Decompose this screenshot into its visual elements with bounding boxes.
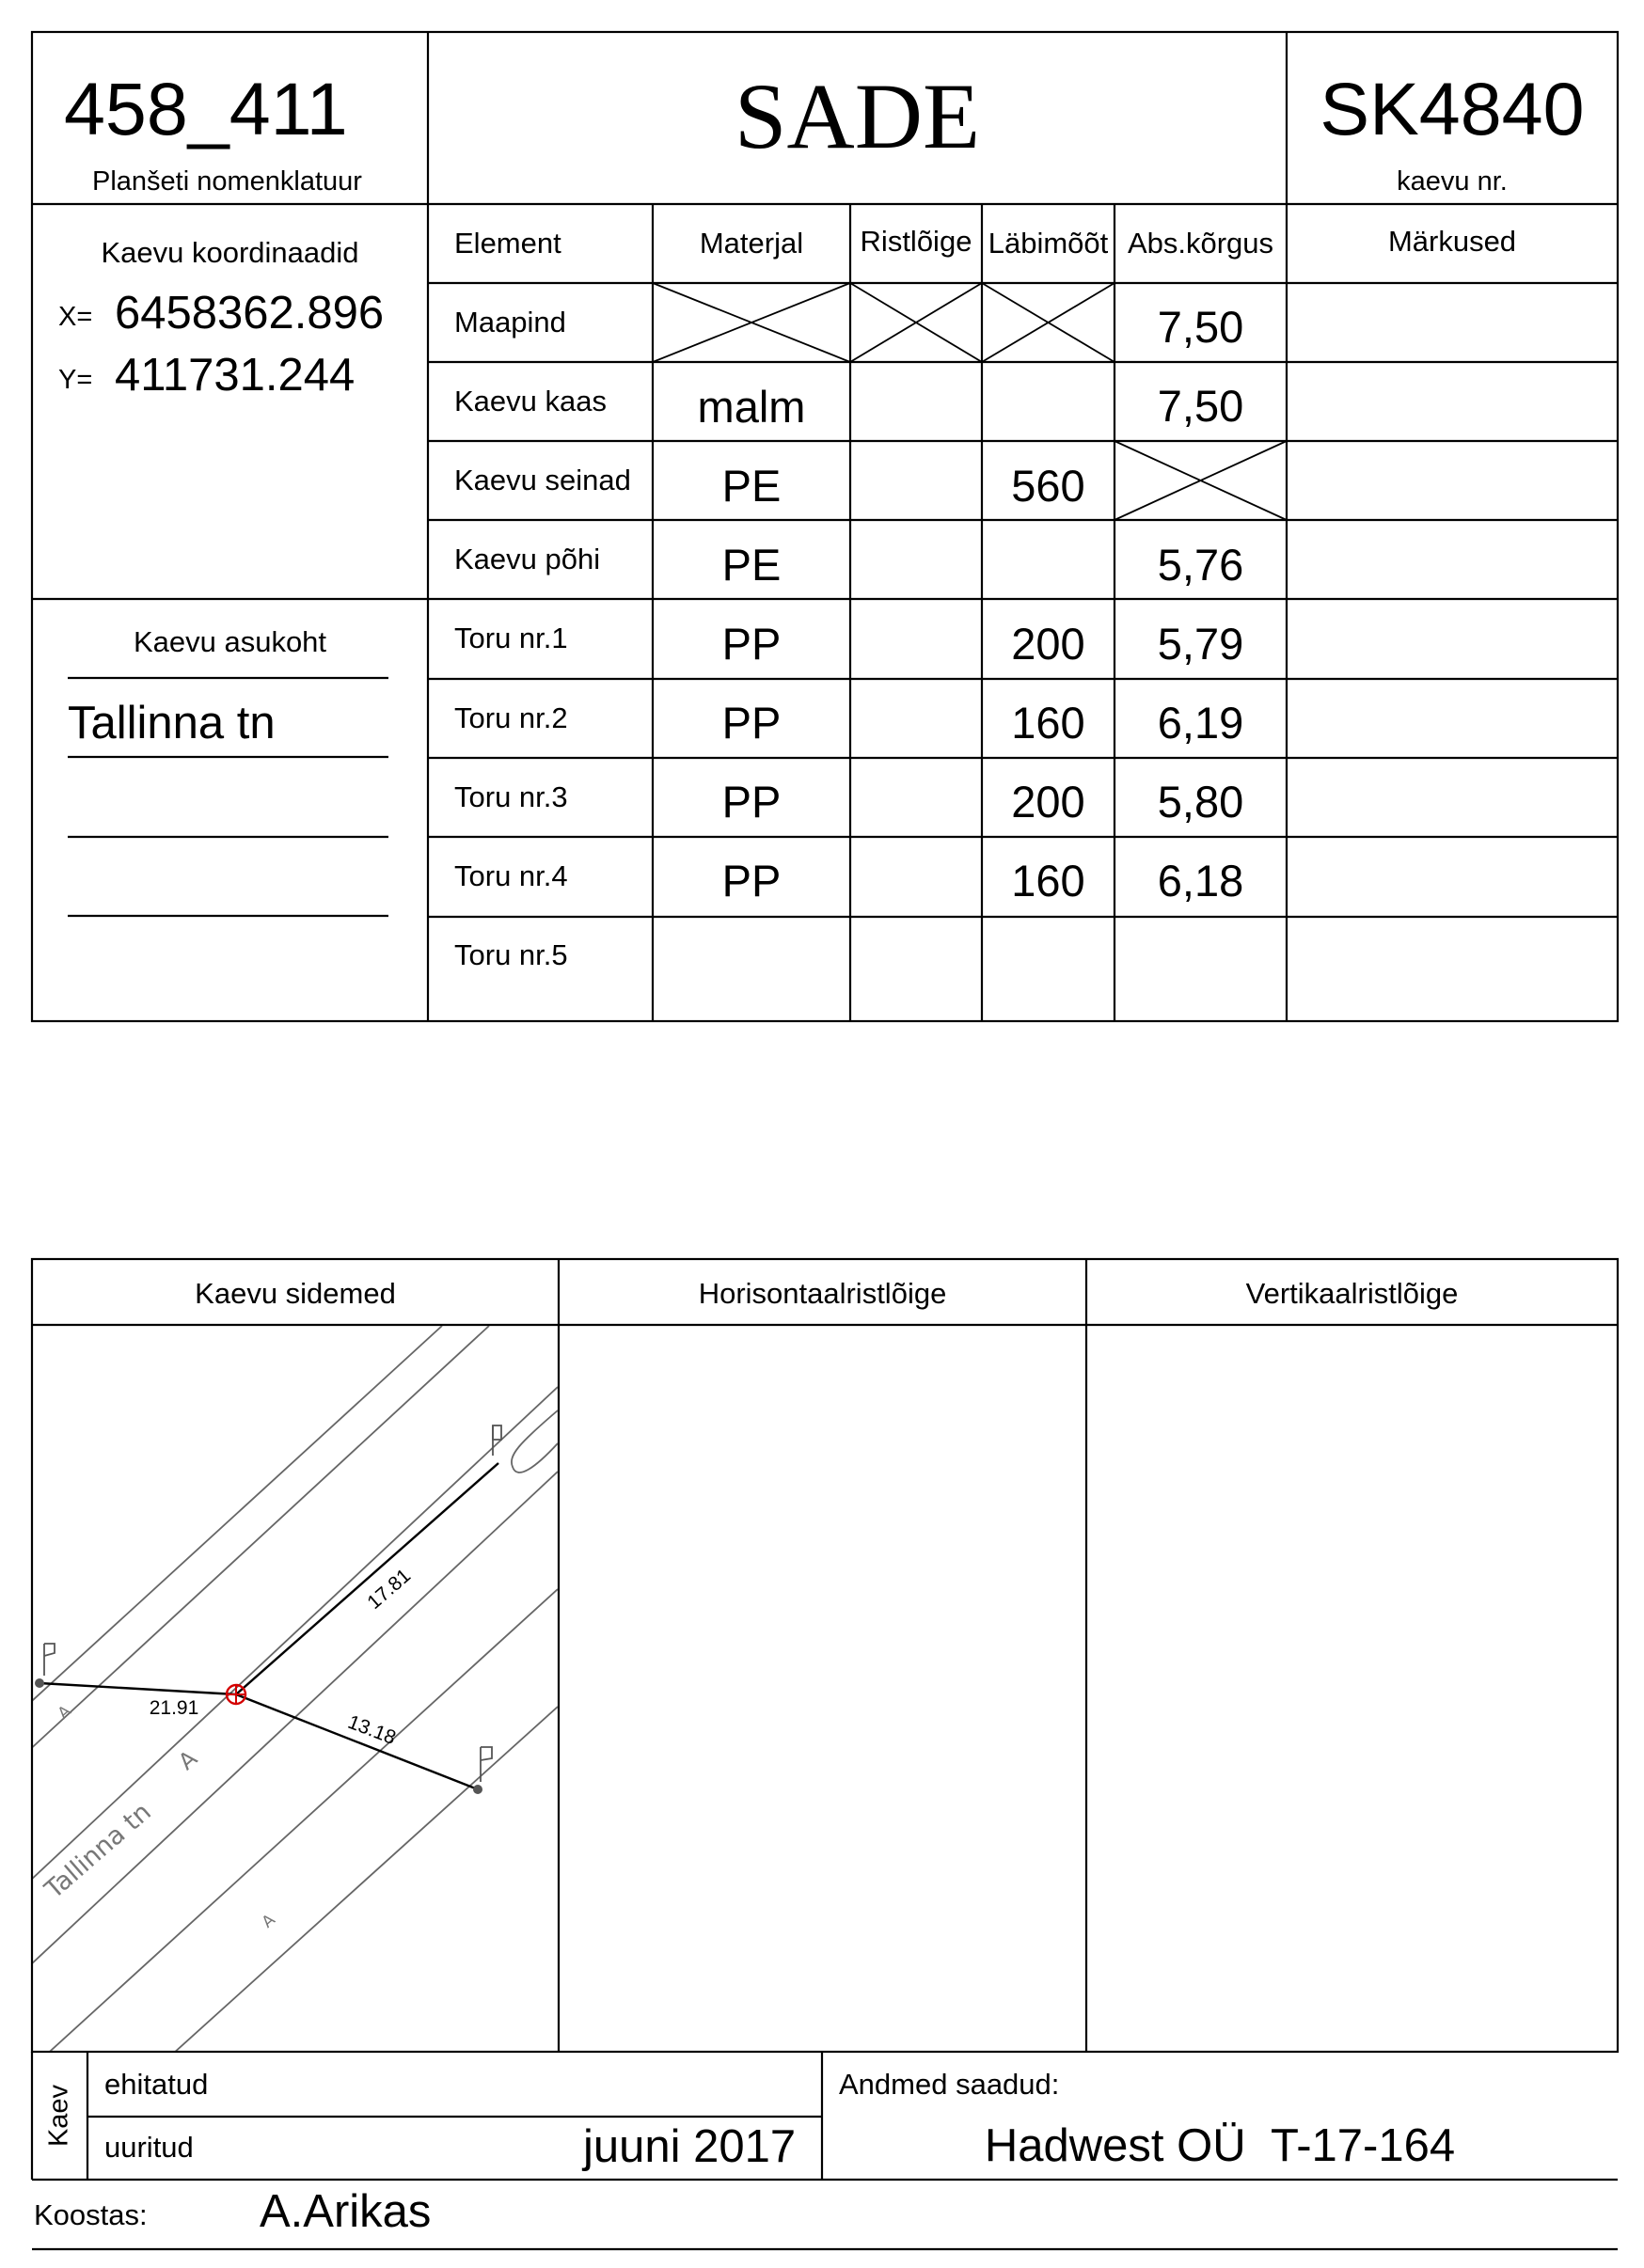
row-elevation: 7,50 bbox=[1157, 381, 1244, 431]
coordinates-label: Kaevu koordinaadid bbox=[101, 236, 359, 269]
row-elevation: 5,79 bbox=[1157, 619, 1244, 669]
row-material: PE bbox=[721, 540, 782, 590]
street-mark-2: A bbox=[173, 1745, 203, 1775]
row-diameter: 200 bbox=[1011, 619, 1085, 669]
x-coordinate-value: 6458362.896 bbox=[115, 288, 385, 339]
col-header-material: Materjal bbox=[699, 227, 804, 260]
row-material: PP bbox=[721, 777, 782, 827]
y-coordinate-value: 411731.244 bbox=[115, 350, 356, 401]
data-source-label: Andmed saadud: bbox=[839, 2068, 1060, 2101]
location-line-1: Tallinna tn bbox=[68, 698, 276, 748]
row-material: malm bbox=[697, 382, 806, 432]
col-header-notes: Märkused bbox=[1387, 225, 1517, 258]
row-elevation: 6,19 bbox=[1157, 698, 1244, 748]
row-material: PP bbox=[721, 698, 782, 748]
distance-label-3: 13.18 bbox=[344, 1710, 399, 1750]
row-material: PP bbox=[721, 619, 782, 669]
vertical-section-header: Vertikaalristlõige bbox=[1245, 1277, 1459, 1310]
row-diameter: 160 bbox=[1011, 698, 1085, 748]
row-element: Maapind bbox=[454, 306, 566, 339]
col-header-elevation: Abs.kõrgus bbox=[1127, 227, 1274, 260]
row-element: Toru nr.1 bbox=[454, 622, 568, 654]
well-ties-header: Kaevu sidemed bbox=[195, 1277, 396, 1310]
col-header-element: Element bbox=[454, 227, 561, 260]
row-element: Toru nr.4 bbox=[454, 859, 568, 892]
well-symbol bbox=[227, 1685, 245, 1704]
street-name-label: Tallinna tn bbox=[40, 1797, 157, 1905]
street-edges bbox=[0, 1326, 558, 2210]
row-material: PP bbox=[721, 856, 782, 906]
reference-flags bbox=[44, 1425, 501, 1782]
horizontal-section-header: Horisontaalristlõige bbox=[698, 1277, 947, 1310]
row-diameter: 160 bbox=[1011, 856, 1085, 906]
reference-points bbox=[35, 1678, 482, 1794]
row-elevation: 5,80 bbox=[1157, 777, 1244, 827]
compiled-label: Koostas: bbox=[34, 2198, 148, 2231]
distance-label-2: 21.91 bbox=[149, 1697, 199, 1719]
surveyed-label: uuritud bbox=[104, 2131, 194, 2164]
row-material: PE bbox=[721, 461, 782, 511]
nomenclature-value: 458_411 bbox=[64, 67, 348, 150]
row-diameter: 200 bbox=[1011, 777, 1085, 827]
col-header-diameter: Läbimõõt bbox=[988, 227, 1109, 260]
y-coordinate-label: Y= bbox=[58, 365, 93, 395]
well-number-value: SK4840 bbox=[1320, 67, 1585, 150]
document-title: SADE bbox=[734, 64, 981, 168]
row-elevation: 7,50 bbox=[1157, 302, 1244, 352]
row-elevation: 6,18 bbox=[1157, 856, 1244, 906]
distance-label-1: 17.81 bbox=[363, 1565, 416, 1614]
row-element: Kaevu kaas bbox=[454, 385, 607, 417]
row-element: Toru nr.5 bbox=[454, 938, 568, 971]
row-element: Toru nr.3 bbox=[454, 780, 568, 813]
well-vertical-label: Kaev bbox=[43, 2084, 74, 2148]
x-coordinate-label: X= bbox=[58, 302, 93, 332]
street-mark-3: A bbox=[258, 1910, 279, 1932]
location-label: Kaevu asukoht bbox=[133, 625, 327, 658]
row-element: Toru nr.2 bbox=[454, 701, 568, 734]
nomenclature-label: Planšeti nomenklatuur bbox=[92, 166, 362, 197]
row-diameter: 560 bbox=[1011, 461, 1085, 511]
row-element: Kaevu seinad bbox=[454, 464, 631, 496]
col-header-cross-section: Ristlõige bbox=[860, 225, 972, 258]
surveyed-value: juuni 2017 bbox=[583, 2121, 797, 2172]
row-element: Kaevu põhi bbox=[454, 543, 601, 575]
built-label: ehitatud bbox=[104, 2068, 209, 2101]
street-mark-1: A bbox=[54, 1701, 75, 1724]
row-elevation: 5,76 bbox=[1157, 540, 1244, 590]
well-number-label: kaevu nr. bbox=[1397, 166, 1508, 197]
data-source-value: Hadwest OÜ T-17-164 bbox=[984, 2120, 1456, 2171]
tie-lines bbox=[40, 1463, 498, 1789]
compiled-value: A.Arikas bbox=[260, 2186, 432, 2237]
